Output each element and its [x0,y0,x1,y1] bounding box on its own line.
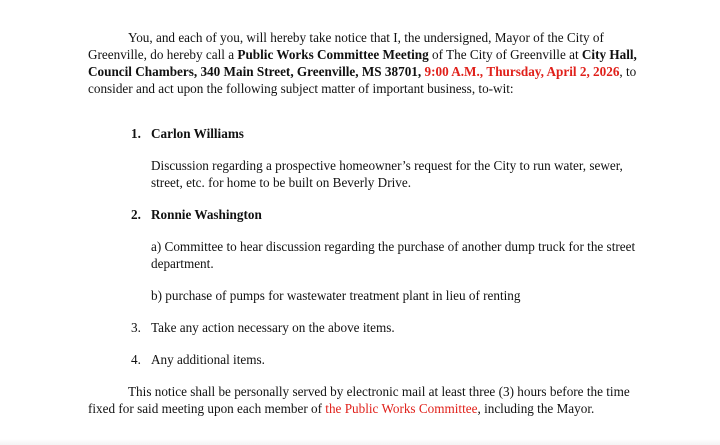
agenda-item-4 [131,351,265,368]
closing-paragraph [88,383,648,417]
agenda-item-text: Take any action necessary on the above items. [151,320,395,335]
meeting-time: 9:00 A.M., [424,64,484,79]
closing-text-2: , including the Mayor. [477,401,595,416]
agenda-item-3 [131,319,395,336]
agenda-item-2-heading [131,206,262,223]
meeting-location: City Hall, Council Chambers, 340 Main Street, Greenville, MS 38701, [88,47,637,79]
agenda-item-2-part-a: a) Committee to hear discussion regarding the purchase of another dump truck for the street department. [151,239,636,271]
agenda-item-2-part-b: b) purchase of pumps for wastewater treatment plant in lieu of renting [151,288,521,303]
closing-text-1: This notice shall be personally served by electronic mail at least three (3) hours before the time fixed for said meeting upon each member of [88,384,630,416]
agenda-item-number: 2. [131,207,141,222]
notice-intro-1: You, and each of you, will hereby take notice that I, the undersigned, Mayor of the City of Greenville, do hereby call a [88,30,604,62]
agenda-item-name: Carlon Williams [151,126,244,141]
agenda-item-number: 4. [131,352,141,367]
agenda-item-number: 1. [131,126,141,141]
agenda-item-1-description: Discussion regarding a prospective homeowner’s request for the City to run water, sewer, street, etc. for home to be built on Beverly Drive. [151,158,623,190]
meeting-date: Thursday, April 2, 2026 [486,64,620,79]
agenda-item-name: Ronnie Washington [151,207,262,222]
agenda-item-number: 3. [131,320,141,335]
agenda-item-text: Any additional items. [151,352,265,367]
page-bottom-edge [0,439,720,445]
committee-name: the Public Works Committee [325,401,478,416]
notice-paragraph [88,29,648,97]
meeting-name: Public Works Committee Meeting [237,47,429,62]
notice-intro-3: , to consider and act upon the following subject matter of important business, to-wit: [88,64,637,96]
agenda-item-1-heading [131,125,244,142]
notice-intro-2: of The City of Greenville at [428,47,582,62]
